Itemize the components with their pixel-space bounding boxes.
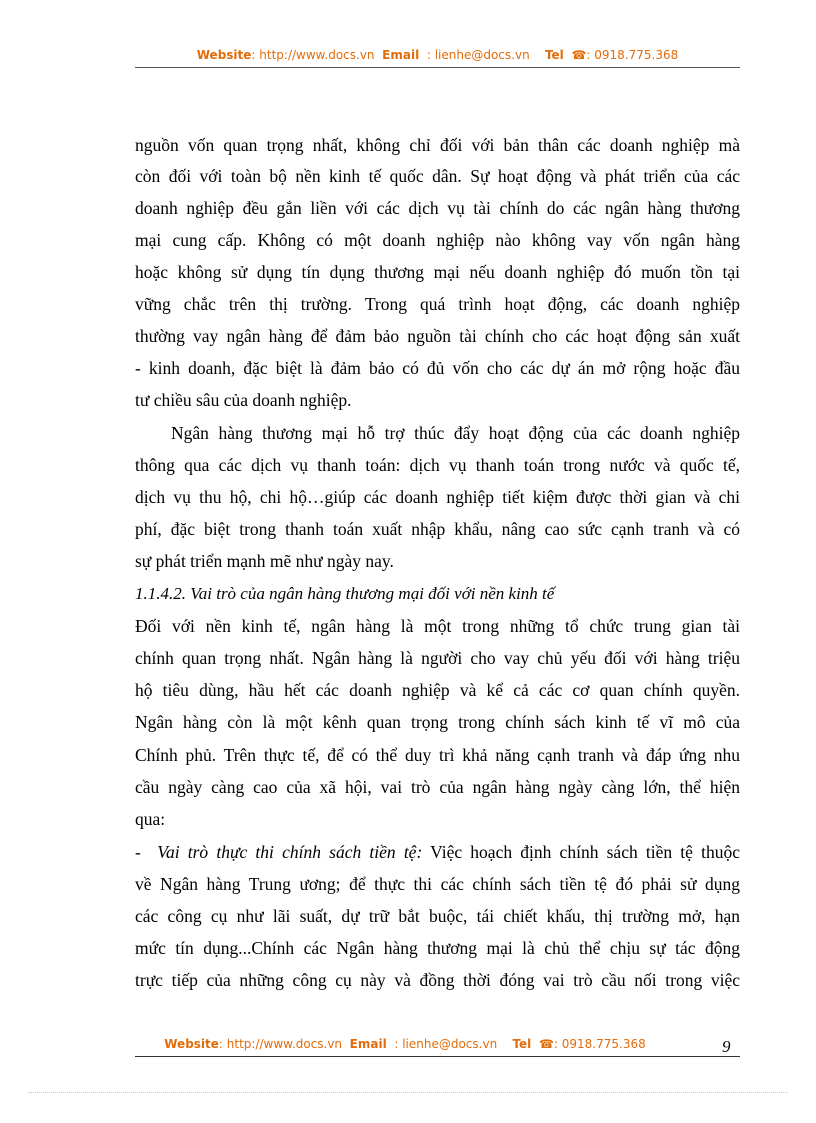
body-line: vững chắc trên thị trường. Trong quá trình hoạt động, các doanh nghiệp	[135, 294, 740, 314]
header-website-label: Website	[196, 48, 252, 62]
footer-email-label: Email	[349, 1037, 387, 1051]
header-email-value[interactable]: : lienhe@docs.vn	[426, 48, 530, 62]
body-line: Chính phủ. Trên thực tế, để có thể duy trì khả năng cạnh tranh và đáp ứng nhu	[135, 745, 740, 765]
header-tel-value: : 0918.775.368	[586, 48, 679, 62]
body-line: mại cung cấp. Không có một doanh nghiệp nào không vay vốn ngân hàng	[135, 230, 740, 250]
body-line: trực tiếp của những công cụ này và đồng thời đóng vai trò cầu nối trong việc	[135, 970, 740, 990]
section-heading: 1.1.4.2. Vai trò của ngân hàng thương mại đối với nền kinh tế	[135, 584, 555, 603]
body-line: chính quan trọng nhất. Ngân hàng là người cho vay chủ yếu đối với hàng triệu	[135, 648, 740, 668]
footer-website-url[interactable]: : http://www.docs.vn	[218, 1037, 343, 1051]
body-line: về Ngân hàng Trung ương; để thực thi các chính sách tiền tệ đó phải sử dụng	[135, 874, 740, 894]
body-line: Ngân hàng thương mại hỗ trợ thúc đẩy hoạt động của các doanh nghiệp	[171, 423, 740, 443]
page-footer	[135, 1037, 675, 1051]
bullet-term: Vai trò thực thi chính sách tiền tệ:	[157, 842, 423, 862]
footer-email-value[interactable]: : lienhe@docs.vn	[394, 1037, 498, 1051]
page-header	[135, 48, 740, 62]
header-email-label: Email	[382, 48, 420, 62]
bullet-rest: Việc hoạch định chính sách tiền tệ thuộc	[422, 842, 740, 862]
body-line: Đối với nền kinh tế, ngân hàng là một trong những tổ chức trung gian tài	[135, 616, 740, 636]
body-line: phí, đặc biệt trong thanh toán xuất nhập khẩu, nâng cao sức cạnh tranh và có	[135, 519, 740, 539]
body-line: sự phát triển mạnh mẽ như ngày nay.	[135, 551, 394, 571]
footer-website-label: Website	[164, 1037, 219, 1051]
body-line: doanh nghiệp đều gắn liền với các dịch vụ tài chính do các ngân hàng thương	[135, 198, 740, 218]
page-edge-divider	[28, 1092, 788, 1093]
footer-tel-value: : 0918.775.368	[553, 1037, 646, 1051]
body-line: - kinh doanh, đặc biệt là đảm bảo có đủ vốn cho các dự án mở rộng hoặc đầu	[135, 358, 740, 378]
body-line: còn đối với toàn bộ nền kinh tế quốc dân. Sự hoạt động và phát triển của các	[135, 166, 740, 186]
body-line: các công cụ như lãi suất, dự trữ bắt buộc, tái chiết khấu, thị trường mở, hạn	[135, 906, 740, 926]
header-tel-label: Tel	[544, 48, 564, 62]
body-line: thông qua các dịch vụ thanh toán: dịch vụ thanh toán trong nước và quốc tế,	[135, 455, 740, 475]
footer-tel-label: Tel	[512, 1037, 532, 1051]
bullet-dash: -	[135, 842, 158, 862]
body-line: hoặc không sử dụng tín dụng thương mại nếu doanh nghiệp đó muốn tồn tại	[135, 262, 740, 282]
phone-icon: ☎	[538, 1037, 554, 1051]
body-line: qua:	[135, 809, 166, 829]
header-website-url[interactable]: : http://www.docs.vn	[251, 48, 375, 62]
phone-icon: ☎	[571, 48, 587, 62]
footer-divider	[135, 1056, 740, 1057]
body-line: dịch vụ thu hộ, chi hộ…giúp các doanh nghiệp tiết kiệm được thời gian và chi	[135, 487, 740, 507]
bullet-line	[135, 840, 740, 864]
body-line: cầu ngày càng cao của xã hội, vai trò của ngân hàng ngày càng lớn, thể hiện	[135, 777, 740, 797]
body-line: thường vay ngân hàng để đảm bảo nguồn tài chính cho các hoạt động sản xuất	[135, 326, 740, 346]
page-number: 9	[722, 1037, 731, 1056]
body-line: mức tín dụng...Chính các Ngân hàng thương mại là chủ thể chịu sự tác động	[135, 938, 740, 958]
body-line: nguồn vốn quan trọng nhất, không chỉ đối với bản thân các doanh nghiệp mà	[135, 135, 740, 155]
body-line: hộ tiêu dùng, hầu hết các doanh nghiệp và kể cả các cơ quan chính quyền.	[135, 680, 740, 700]
body-line: Ngân hàng còn là một kênh quan trọng trong chính sách kinh tế vĩ mô của	[135, 712, 740, 732]
body-line: tư chiều sâu của doanh nghiệp.	[135, 390, 352, 410]
header-divider	[135, 67, 740, 68]
